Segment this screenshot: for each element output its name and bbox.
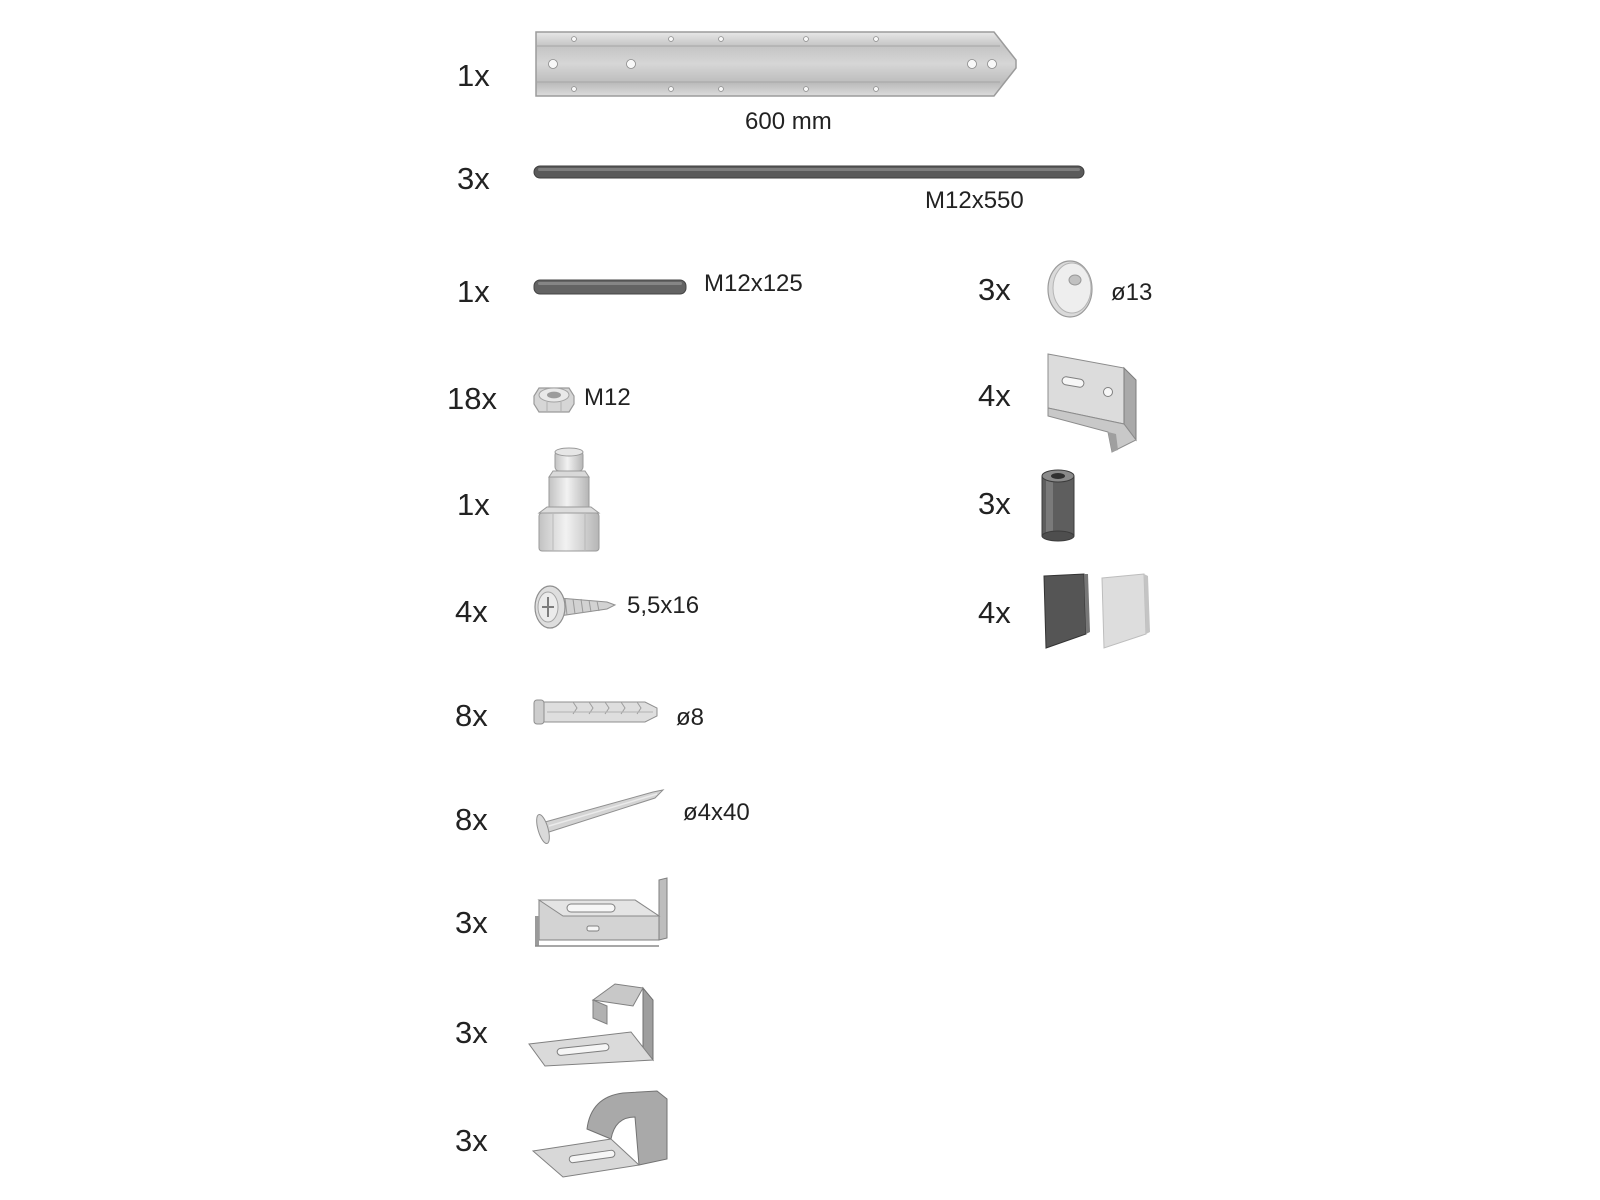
pads-quantity: 4x	[978, 595, 1011, 630]
long-rod-quantity: 3x	[457, 161, 490, 196]
screw-icon	[533, 584, 617, 634]
short-rod-size-label: M12x125	[704, 270, 803, 297]
screw-size-label: 5,5x16	[627, 592, 700, 619]
pad-plates-icon	[1040, 572, 1150, 652]
wall-plug-size-label: ø8	[676, 704, 705, 731]
hex-nut-icon	[533, 382, 575, 416]
nail-icon	[533, 786, 665, 848]
nut-quantity: 18x	[447, 381, 497, 416]
wall-plug-quantity: 8x	[455, 698, 488, 733]
washer-icon	[1043, 258, 1097, 320]
screw-quantity: 4x	[455, 594, 488, 629]
bracket-c-quantity: 3x	[455, 1123, 488, 1158]
rail-quantity: 1x	[457, 58, 490, 93]
threaded-rod-short-icon	[533, 278, 687, 298]
spacer-quantity: 3x	[978, 486, 1011, 521]
threaded-rod-long-icon	[533, 163, 1085, 183]
rail-length-label: 600 mm	[745, 108, 832, 135]
wall-plug-icon	[533, 694, 659, 732]
spacer-sleeve-icon	[1036, 468, 1080, 542]
bracket-a-quantity: 3x	[455, 905, 488, 940]
nail-quantity: 8x	[455, 802, 488, 837]
washer-quantity: 3x	[978, 272, 1011, 307]
spindle-quantity: 1x	[457, 487, 490, 522]
bent-bracket-icon	[531, 876, 681, 954]
perforated-rail-icon	[534, 30, 1016, 100]
curved-clip-icon	[531, 1087, 681, 1179]
nut-size-label: M12	[584, 384, 631, 411]
washer-size-label: ø13	[1111, 279, 1153, 306]
bracket-b-quantity: 3x	[455, 1015, 488, 1050]
short-rod-quantity: 1x	[457, 274, 490, 309]
angle-quantity: 4x	[978, 378, 1011, 413]
long-rod-size-label: M12x550	[925, 187, 1024, 214]
spindle-adapter-icon	[535, 447, 605, 555]
angle-bracket-icon	[1044, 350, 1144, 458]
hook-bracket-icon	[527, 980, 667, 1066]
nail-size-label: ø4x40	[683, 799, 750, 826]
